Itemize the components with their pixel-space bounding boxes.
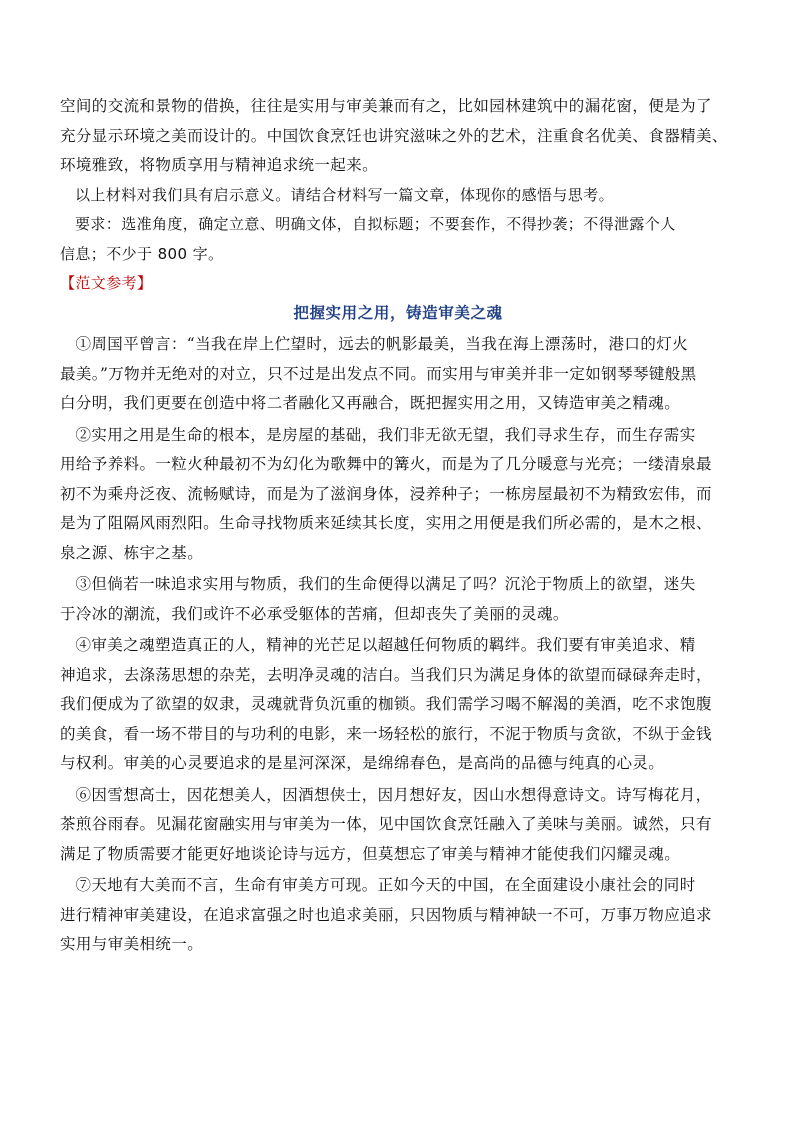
paragraph-line: ①周国平曾言：“当我在岸上伫望时，远去的帆影最美，当我在海上漂荡时，港口的灯火 xyxy=(75,335,689,353)
paragraph-line: 实用与审美相统一。 xyxy=(60,935,204,953)
paragraph-line: 我们便成为了欲望的奴隶，灵魂就背负沉重的枷锁。我们需学习喝不解渴的美酒，吃不求饱腹 xyxy=(60,695,712,713)
task-requirement-line: 信息；不少于 800 字。 xyxy=(60,244,224,263)
paragraph-line: 进行精神审美建设，在追求富强之时也追求美丽，只因物质与精神缺一不可，万事万物应追求 xyxy=(60,905,712,924)
paragraph-line: 白分明，我们更要在创造中将二者融化又再融合，既把握实用之用，又铸造审美之精魂。 xyxy=(60,394,681,412)
paragraph-line: ⑦天地有大美而不言，生命有审美方可现。正如今天的中国，在全面建设小康社会的同时 xyxy=(75,876,696,894)
paragraph-line: 最美。”万物并无绝对的对立，只不过是出发点不同。而实用与审美并非一定如钢琴琴键般黑 xyxy=(60,364,697,383)
paragraph-line: 满足了物质需要才能更好地谈论诗与远方，但莫想忘了审美与精神才能使我们闪耀灵魂。 xyxy=(60,844,681,863)
essay-paragraph xyxy=(60,871,736,960)
essay-paragraph xyxy=(60,421,736,569)
essay-paragraph xyxy=(60,781,736,870)
task-requirement-line: 要求：选准角度，确定立意、明确文体，自拟标题；不要套作，不得抄袭；不得泄露个人 xyxy=(75,215,676,233)
section-tag: 【范文参考】 xyxy=(60,274,153,292)
paragraph-line: 神追求，去涤荡思想的杂芜，去明净灵魂的洁白。当我们只为满足身体的欲望而碌碌奔走时， xyxy=(60,665,712,684)
material-text xyxy=(60,92,736,181)
paragraph-line: ④审美之魂塑造真正的人，精神的光芒足以超越任何物质的羁绊。我们要有审美追求、精 xyxy=(75,636,696,654)
paragraph-line: 与权利。审美的心灵要追求的是星河深深，是绵绵春色，是高尚的品德与纯真的心灵。 xyxy=(60,754,665,772)
paragraph-line: 是为了阻隔风雨烈阳。生命寻找物质来延续其长度，实用之用便是我们所必需的，是木之根、 xyxy=(60,514,712,532)
paragraph-line: 用给予养料。一粒火种最初不为幻化为歌舞中的篝火，而是为了几分暖意与光亮；一缕清泉最 xyxy=(60,455,712,473)
essay-paragraph xyxy=(60,330,736,419)
essay-title: 把握实用之用，铸造审美之魂 xyxy=(293,303,503,322)
material-line: 环境雅致，将物质享用与精神追求统一起来。 xyxy=(60,156,379,174)
document-content xyxy=(60,92,736,960)
paragraph-line: ⑥因雪想高士，因花想美人，因酒想侠士，因月想好友，因山水想得意诗文。诗写梅花月， xyxy=(75,785,712,804)
material-line: 空间的交流和景物的借换，往往是实用与审美兼而有之，比如园林建筑中的漏花窗，便是为了 xyxy=(60,97,712,115)
paragraph-line: 的美食，看一场不带目的与功利的电影，来一场轻松的旅行，不泥于物质与贪欲，不纵于金钱 xyxy=(60,724,712,743)
essay-paragraph xyxy=(60,631,736,779)
paragraph-line: ②实用之用是生命的根本，是房屋的基础，我们非无欲无望，我们寻求生存，而生存需实 xyxy=(75,425,696,444)
paragraph-line: 泉之源、栋宇之基。 xyxy=(60,543,204,562)
material-line: 充分显示环境之美而设计的。中国饮食烹饪也讲究滋味之外的艺术，注重食名优美、食器精美、 xyxy=(60,126,728,145)
paragraph-line: 茶煎谷雨春。见漏花窗融实用与审美为一体，见中国饮食烹饪融入了美味与美丽。诚然，只有 xyxy=(60,815,712,833)
paragraph-line: ③但倘若一味追求实用与物质，我们的生命便得以满足了吗？沉沦于物质上的欲望，迷失 xyxy=(75,575,696,593)
task-prompt: 以上材料对我们具有启示意义。请结合材料写一篇文章，体现你的感悟与思考。 xyxy=(75,185,615,204)
essay-paragraph xyxy=(60,570,736,629)
paragraph-line: 初不为乘舟泛夜、流畅赋诗，而是为了滋润身体，浸养种子；一栋房屋最初不为精致宏伟，而 xyxy=(60,484,712,503)
paragraph-line: 于冷冰的潮流，我们或许不必承受躯体的苦痛，但却丧失了美丽的灵魂。 xyxy=(60,604,569,623)
